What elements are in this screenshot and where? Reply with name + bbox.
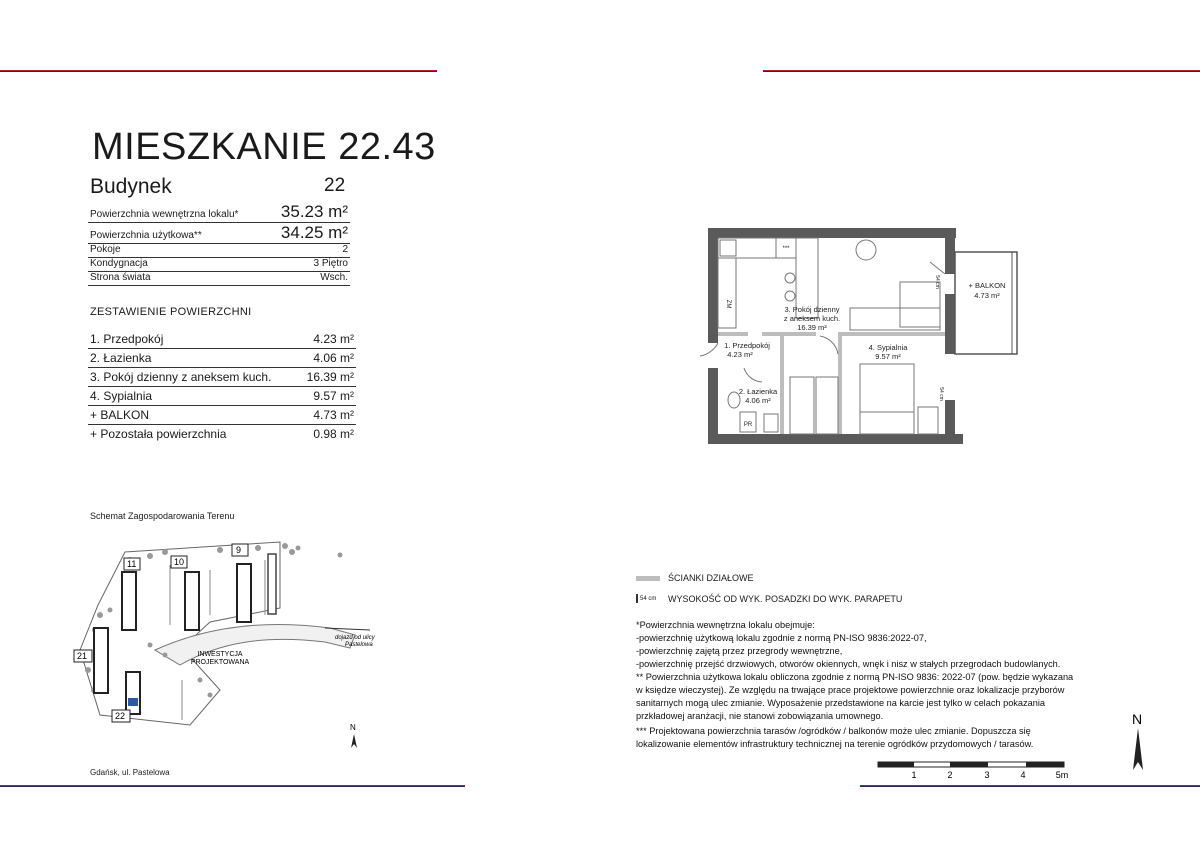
summary-heading: ZESTAWIENIE POWIERZCHNI bbox=[90, 306, 252, 318]
note-line: ** Powierzchnia użytkowa lokalu obliczona zgodnie z normą PN-ISO 9836: 2022-07 (pow. będzie wykazana bbox=[636, 672, 1074, 682]
top-rule-left bbox=[0, 70, 437, 72]
bed-label-2: 9.57 m² bbox=[875, 352, 901, 361]
building-11 bbox=[122, 572, 136, 630]
info-row-rooms bbox=[88, 243, 350, 258]
info-value: 2 bbox=[342, 244, 348, 255]
scale-tick: 5m bbox=[1055, 770, 1069, 780]
scale-bar bbox=[874, 758, 1074, 782]
north-arrow bbox=[1126, 708, 1150, 772]
scale-tick: 1 bbox=[911, 770, 917, 780]
summary-row bbox=[88, 425, 356, 443]
info-label: Kondygnacja bbox=[90, 258, 148, 269]
info-row-orientation bbox=[88, 271, 350, 286]
north-letter: N bbox=[1132, 711, 1143, 727]
info-row-internal-area bbox=[88, 202, 350, 223]
tag-21: 21 bbox=[77, 651, 88, 661]
bottom-rule-left bbox=[0, 785, 465, 787]
stars-label: *** bbox=[782, 246, 790, 252]
info-value: 34.25 m² bbox=[280, 223, 348, 242]
info-label: Powierzchnia wewnętrzna lokalu* bbox=[90, 209, 239, 220]
summary-label: 3. Pokój dzienny z aneksem kuch. bbox=[90, 370, 272, 384]
building-22 bbox=[126, 672, 140, 714]
balcony bbox=[955, 252, 1017, 354]
location-text: Gdańsk, ul. Pastelowa bbox=[90, 768, 170, 777]
building-10 bbox=[185, 572, 199, 630]
site-plan-title: Schemat Zagospodarowania Terenu bbox=[90, 511, 235, 521]
summary-value: 4.23 m² bbox=[313, 332, 354, 346]
apartment-title: MIESZKANIE 22.43 bbox=[92, 126, 436, 168]
bath-label-2: 4.06 m² bbox=[745, 396, 771, 405]
summary-value: 0.98 m² bbox=[313, 427, 354, 441]
sill-label-b: 54 cm bbox=[938, 387, 944, 401]
note-line: *** Projektowana powierzchnia tarasów /ogródków / balkonów może ulec zmianie. Dopuszcza się bbox=[636, 726, 1031, 736]
note-line: *Powierzchnia wewnętrzna lokalu obejmuje: bbox=[636, 620, 815, 630]
summary-row bbox=[88, 330, 356, 349]
note-line: -powierzchnię przejść drzwiowych, otworów okiennych, wnęk i nisz w stałych przegrodach budowlanych. bbox=[636, 659, 1061, 669]
building-22-highlight bbox=[128, 698, 138, 706]
hall-label-2: 4.23 m² bbox=[727, 350, 753, 359]
legend-sill-label: WYSOKOŚĆ OD WYK. POSADZKI DO WYK. PARAPETU bbox=[668, 594, 903, 604]
note-line: -powierzchnię zajętą przez przegrody wewnętrzne, bbox=[636, 646, 843, 656]
note-line: przkładowej aranżacji, nie stanowi zobowiązania umownego. bbox=[636, 711, 884, 721]
access-label-1: dojazd od ulicy bbox=[335, 635, 375, 641]
info-value: 3 Piętro bbox=[313, 258, 348, 269]
building-9 bbox=[237, 564, 251, 622]
site-north-letter: N bbox=[350, 723, 356, 732]
tag-11: 11 bbox=[127, 559, 137, 569]
balcony-label-1: + BALKON bbox=[968, 281, 1006, 290]
floor-plan bbox=[700, 222, 1030, 450]
scale-tick: 2 bbox=[947, 770, 953, 780]
info-value: 35.23 m² bbox=[280, 202, 348, 221]
summary-label: + BALKON bbox=[90, 408, 150, 422]
scale-tick: 3 bbox=[984, 770, 990, 780]
info-row-floor bbox=[88, 257, 350, 272]
north-arrow-site bbox=[350, 723, 357, 748]
summary-row bbox=[88, 406, 356, 425]
note-line: lokalizowanie elementów infrastruktury technicznej na terenie ogródków przydomowych / tarasów. bbox=[636, 739, 1034, 749]
site-plan bbox=[70, 530, 430, 760]
info-label: Pokoje bbox=[90, 244, 121, 255]
legend-sill-value: 54 cm bbox=[640, 596, 657, 602]
summary-label: 2. Łazienka bbox=[90, 351, 152, 365]
info-row-usable-area bbox=[88, 223, 350, 244]
zm-label: ZM bbox=[725, 299, 731, 309]
tag-22: 22 bbox=[115, 711, 126, 721]
info-label: Powierzchnia użytkowa** bbox=[90, 230, 202, 241]
building-21 bbox=[94, 628, 108, 693]
summary-label: 1. Przedpokój bbox=[90, 332, 164, 346]
bed-label-1: 4. Sypialnia bbox=[868, 343, 908, 352]
bath-label-1: 2. Łazienka bbox=[738, 387, 778, 396]
living-label-1: 3. Pokój dzienny bbox=[784, 305, 840, 314]
summary-row bbox=[88, 368, 356, 387]
bottom-rule-right bbox=[860, 785, 1200, 787]
summary-label: + Pozostała powierzchnia bbox=[90, 427, 227, 441]
summary-value: 4.73 m² bbox=[313, 408, 354, 422]
note-line: w księdze wieczystej). Ze względu na trwające prace projektowe powierzchnie oraz lokalizacje przyborów bbox=[636, 685, 1065, 695]
summary-label: 4. Sypialnia bbox=[90, 389, 153, 403]
scale-tick: 4 bbox=[1020, 770, 1026, 780]
summary-value: 9.57 m² bbox=[313, 389, 354, 403]
bed bbox=[860, 364, 938, 434]
legend-sill-icon bbox=[636, 594, 638, 603]
legend-partition-label: ŚCIANKI DZIAŁOWE bbox=[668, 573, 754, 583]
legend-partition-swatch bbox=[636, 576, 660, 581]
hall-label-1: 1. Przedpokój bbox=[724, 341, 770, 350]
balcony-label-2: 4.73 m² bbox=[974, 291, 1000, 300]
road-label-2: PROJEKTOWANA bbox=[190, 659, 250, 666]
tag-10: 10 bbox=[174, 557, 185, 567]
sill-label-a: 54 cm bbox=[934, 275, 940, 289]
summary-row bbox=[88, 387, 356, 406]
pr-label: PR bbox=[743, 422, 753, 428]
summary-row bbox=[88, 349, 356, 368]
summary-value: 4.06 m² bbox=[313, 351, 354, 365]
note-line: -powierzchnię użytkową lokalu zgodnie z normą PN-ISO 9836:2022-07, bbox=[636, 633, 927, 643]
note-line: sanitarnych mogą ulec zmianie. Wyposażenie przedstawione na karcie jest tylko w celach pokazania bbox=[636, 698, 1045, 708]
road-label-1: INWESTYCJA bbox=[197, 651, 243, 658]
living-furniture bbox=[850, 240, 940, 330]
living-label-2: z aneksem kuch. bbox=[783, 314, 841, 323]
info-value: Wsch. bbox=[320, 272, 348, 283]
building-9-extra bbox=[268, 554, 276, 614]
access-label-2: Pastelowa bbox=[345, 642, 373, 648]
building-number: 22 bbox=[324, 175, 346, 196]
building-label: Budynek bbox=[90, 175, 172, 198]
info-label: Strona świata bbox=[90, 272, 151, 283]
summary-value: 16.39 m² bbox=[306, 370, 354, 384]
top-rule-right bbox=[763, 70, 1200, 72]
tag-9: 9 bbox=[236, 545, 242, 555]
living-label-3: 16.39 m² bbox=[797, 323, 827, 332]
